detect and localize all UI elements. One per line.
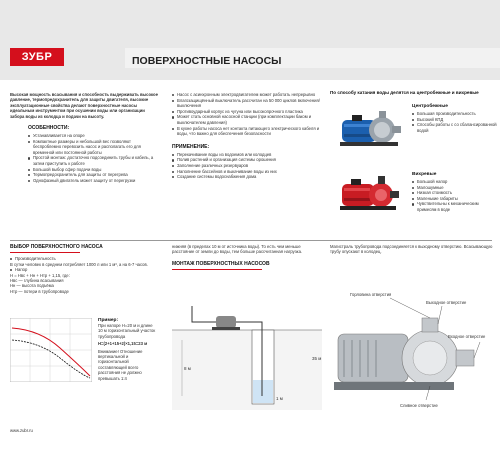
selection-item: Hвс — глубина всасывания [10,278,64,283]
centrifugal-block [412,104,498,133]
list-item: Простой монтаж: достаточно подсоединить трубы и кабель, а затем приступить к работе [28,155,160,166]
pump-curve-chart [10,318,92,382]
list-item: Напор [10,267,158,273]
logo-text: ЗУБР [21,51,53,63]
list-item: Большая производительность [412,111,498,117]
install-section [172,244,322,270]
selection-underline [10,252,80,253]
vortex-title: Вихревые [412,172,437,177]
list-item: Однофазный двигатель может защиту от перегрузки [28,178,160,184]
example-title: Пример: [98,318,119,323]
brand-logo [10,48,64,66]
selection-list-2 [10,267,158,273]
example-block [98,318,158,381]
features-title: ОСОБЕННОСТИ: [28,125,70,132]
list-item: Влагозащищённый выключатель рассчитан на 50 000 циклов включения/выключения [172,98,322,109]
list-item: Перекачивание воды из водоемов или колодцев [172,152,322,158]
selection-item: Hн — высота подъёма [10,283,54,289]
section-divider [10,240,492,241]
example-text: При напоре Н=20 м и длине 10 м горизонтальный участок трубопровода [98,323,156,339]
footer-url: www.zubr.ru [10,428,33,433]
label-filling: Горловина отверстия [350,292,392,297]
vortex-pump-image [336,168,406,216]
vortex-list [412,179,498,213]
application-list [172,152,322,180]
list-item: Полив растений и организация системы орошения [172,157,322,163]
install-intro: нижняя (в пределах 10 м от источника воды). То есть чем меньше расстояние от земли до воды, тем больше рассчитанная нагрузка. [172,244,303,255]
vortex-block [412,172,498,213]
features-list [28,133,160,183]
selection-formula-line: H = Hвс + Hн + Hтр + 1,15, где: [10,272,70,278]
centrifugal-pump-image [336,104,406,152]
list-item: Термопредохранитель для защиты от перегрева [28,172,160,178]
list-item: Низкая стоимость [412,190,498,196]
selection-title: ВЫБОР ПОВЕРХНОСТНОГО НАСОСА [10,244,103,250]
list-item: Заполнение различных резервуаров [172,163,322,169]
list-item: Большой напор [412,179,498,185]
list-item: В кухне работы насоса нет контакта питающего электрического кабеля и воды, что важно для обеспечения безопасности [172,126,322,137]
selection-section [10,244,158,294]
install-label-depth: 8 м [184,366,191,371]
page-title: ПОВЕРХНОСТНЫЕ НАСОСЫ [132,55,282,67]
selection-item: В сутки человек в среднем потребляет 1000 л или 1 м³, а на 6-7 часов. [10,261,148,267]
centrifugal-title: Центробежные [412,104,448,109]
middle-section [172,92,322,180]
example-note: Внимание! Отношение вертикальной и горизонтальной составляющей всего расстояния не должно превышать 1:4 [98,348,143,381]
list-item: Устанавливается на опоре [28,133,160,139]
selection-item: Hтр — потери в трубопроводе [10,288,69,294]
list-item: Большой выбор сфер подачи воды [28,167,160,173]
centrifugal-list [412,111,498,133]
list-item: Высокий КПД [412,117,498,123]
install-label-bottom: 1 м [276,396,283,401]
list-item: Маленькие габариты [412,196,498,202]
list-item: Производительность [10,256,158,262]
application-title: ПРИМЕНЕНИЕ: [172,143,210,150]
list-item: Наполнение бассейнов и выкачивание воды из них [172,169,322,175]
install-label-height: 35 м [312,356,322,361]
label-inlet: Входное отверстие [448,334,486,339]
label-drain: Сливное отверстие [400,403,438,408]
list-item: Создание системы водоснабжения дома [172,174,322,180]
list-item: Может стать основной насосной станции (при комплектации баком и выключателем давления) [172,114,322,125]
list-item: Компактные размеры и небольшой вес позволяют беспроблемно перевозить насос и располагать его для временной или постоянной работы [28,139,160,156]
label-outlet: Выходное отверстие [426,300,467,305]
list-item: Малошумные [412,185,498,191]
header-band [0,0,500,80]
list-item: Способы работы с со сбалансированной водой [412,122,498,133]
list-item: Противоударный корпус из чугуна или высокопрочного пластика [172,109,322,115]
example-formula: Н=(2+1+15+2)×1,15=23 м [98,341,148,347]
selection-list [10,256,158,262]
install-underline [172,269,262,270]
middle-features-list [172,92,322,137]
intro-text: Высокая мощность всасывания и способность выдерживать высокое давление, термопредохранитель для защиты двигателя, высокие эксплуатационные свойства делают поверхностные насосы идеальным инструментом при осушении воды или организации забора воды из колодца и подачи на высоту. [10,92,158,119]
install-diagram [172,300,322,410]
diagram-text: Магистраль трубопровода подсоединяется к выходному отверстию. Всасывающую трубу опускают в колодец. [330,244,493,255]
list-item: Чувствительны к механическим примесям в воде [412,201,498,212]
list-item: Насос с асинхронным электродвигателем может работать непрерывно [172,92,322,98]
pump-types-heading: По способу катания воды делятся на центробежные и вихревые [330,90,479,95]
intro-section [10,92,160,183]
install-title: МОНТАЖ ПОВЕРХНОСТНЫХ НАСОСОВ [172,260,270,267]
pump-schematic [330,282,495,412]
